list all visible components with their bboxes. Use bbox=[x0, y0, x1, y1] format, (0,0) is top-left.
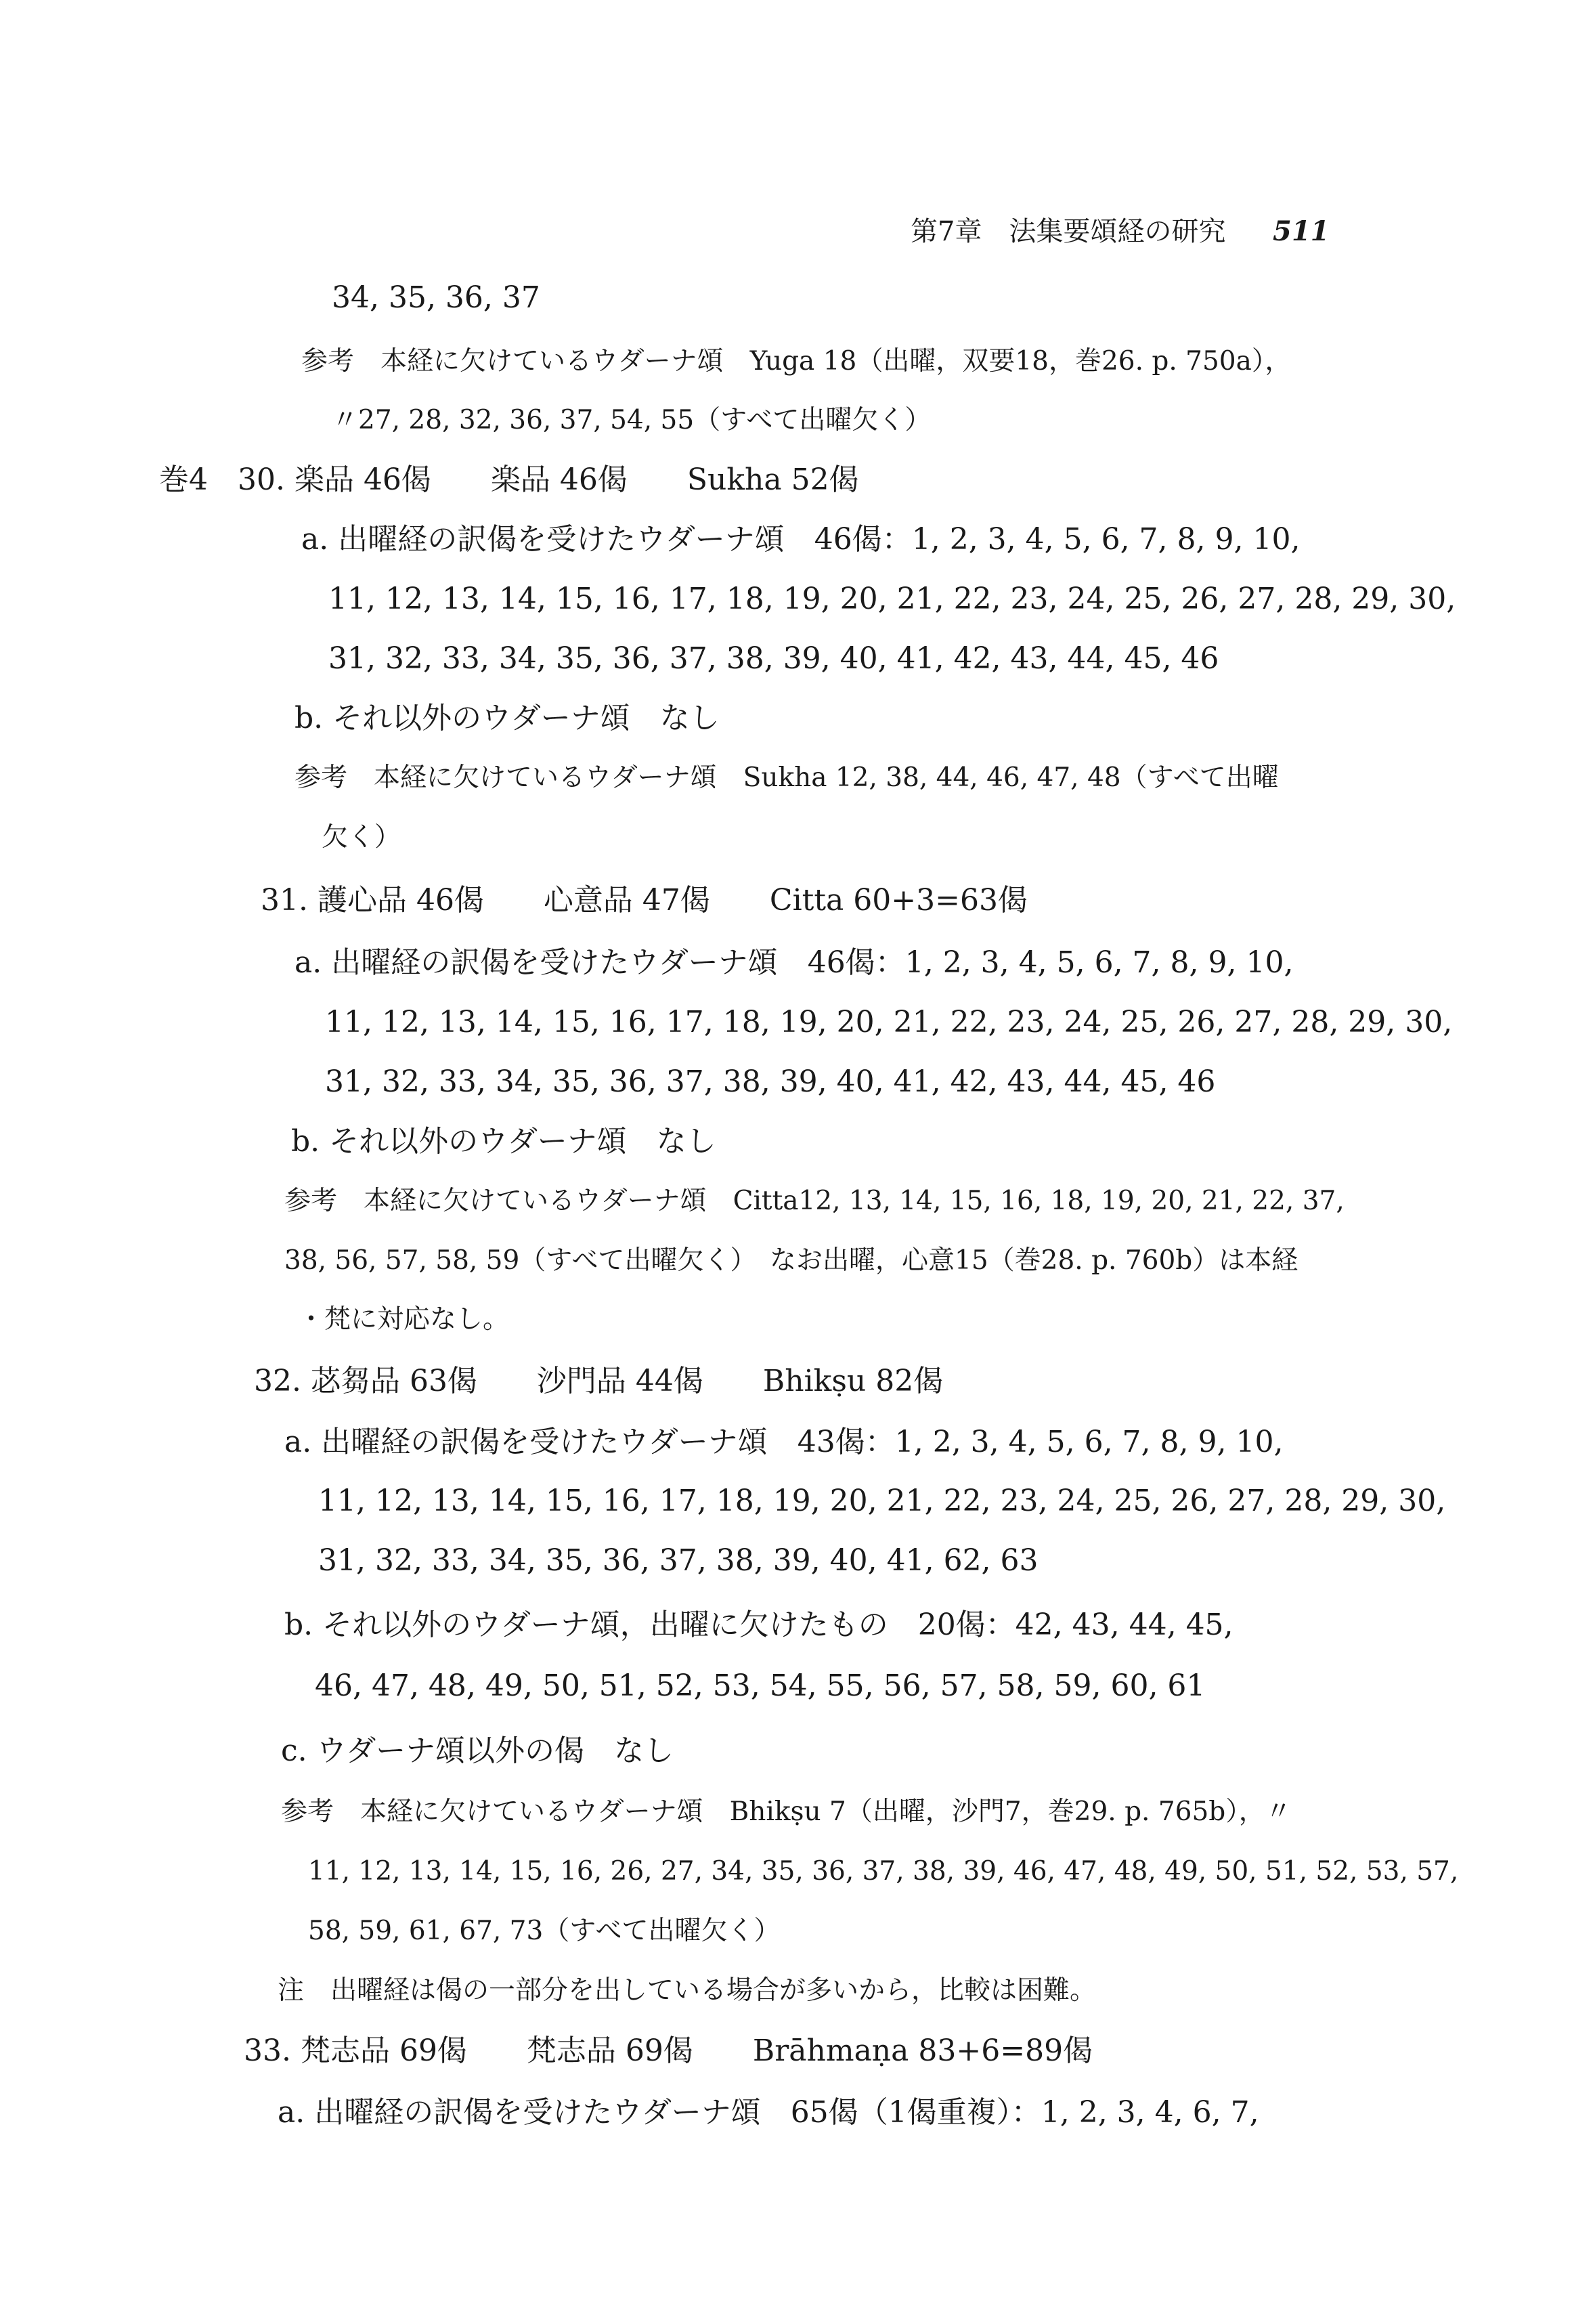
note-line: 参考 本経に欠けているウダーナ頌 Citta12, 13, 14, 15, 16, 18, 19, 20, 21, 22, 37, bbox=[284, 1186, 1345, 1216]
note-line: 11, 12, 13, 14, 15, 16, 26, 27, 34, 35, 36, 37, 38, 39, 46, 47, 48, 49, 50, 51, 52, 53, 57, bbox=[308, 1856, 1459, 1887]
text-line: a. 出曜経の訳偈を受けたウダーナ頌 46偈：1, 2, 3, 4, 5, 6, 7, 8, 9, 10, bbox=[301, 522, 1301, 557]
text-line: b. それ以外のウダーナ頌 なし bbox=[294, 701, 720, 735]
text-line: 34, 35, 36, 37 bbox=[332, 280, 540, 315]
note-line: 参考 本経に欠けているウダーナ頌 Yuga 18（出曜，双要18，巻26. p. 750a）， bbox=[301, 346, 1292, 376]
note-line: ・梵に対応なし。 bbox=[298, 1304, 510, 1335]
text-line: 31, 32, 33, 34, 35, 36, 37, 38, 39, 40, 41, 42, 43, 44, 45, 46 bbox=[328, 641, 1219, 676]
text-line: a. 出曜経の訳偈を受けたウダーナ頌 65偈（1偈重複）：1, 2, 3, 4, 6, 7, bbox=[278, 2095, 1259, 2130]
note-line: 58, 59, 61, 67, 73（すべて出曜欠く） bbox=[308, 1916, 781, 1946]
text-line: c. ウダーナ頌以外の偈 なし bbox=[281, 1734, 674, 1768]
text-line: b. それ以外のウダーナ頌，出曜に欠けたもの 20偈：42, 43, 44, 45, bbox=[284, 1608, 1233, 1642]
note-line: 〃27, 28, 32, 36, 37, 54, 55（すべて出曜欠く） bbox=[332, 405, 932, 435]
section-heading-30: 巻4 30. 楽品 46偈 楽品 46偈 Sukha 52偈 bbox=[159, 462, 859, 497]
section-heading-32: 32. 苾芻品 63偈 沙門品 44偈 Bhikṣu 82偈 bbox=[254, 1364, 944, 1398]
text-line: a. 出曜経の訳偈を受けたウダーナ頌 46偈：1, 2, 3, 4, 5, 6, 7, 8, 9, 10, bbox=[294, 945, 1294, 980]
text-line: 11, 12, 13, 14, 15, 16, 17, 18, 19, 20, 21, 22, 23, 24, 25, 26, 27, 28, 29, 30, bbox=[325, 1005, 1453, 1039]
note-line: 参考 本経に欠けているウダーナ頌 Sukha 12, 38, 44, 46, 47, 48（すべて出曜 bbox=[294, 762, 1279, 793]
section-heading-31: 31. 護心品 46偈 心意品 47偈 Citta 60+3=63偈 bbox=[261, 883, 1028, 918]
text-line: 31, 32, 33, 34, 35, 36, 37, 38, 39, 40, 41, 62, 63 bbox=[318, 1543, 1039, 1578]
text-line: a. 出曜経の訳偈を受けたウダーナ頌 43偈：1, 2, 3, 4, 5, 6, 7, 8, 9, 10, bbox=[284, 1425, 1284, 1459]
section-heading-33: 33. 梵志品 69偈 梵志品 69偈 Brāhmaṇa 83+6=89偈 bbox=[244, 2034, 1093, 2068]
footnote-line: 注 出曜経は偈の一部分を出している場合が多いから，比較は困難。 bbox=[278, 1975, 1097, 2006]
text-line: 31, 32, 33, 34, 35, 36, 37, 38, 39, 40, 41, 42, 43, 44, 45, 46 bbox=[325, 1064, 1216, 1099]
note-line: 欠く） bbox=[322, 822, 401, 853]
text-line: 11, 12, 13, 14, 15, 16, 17, 18, 19, 20, 21, 22, 23, 24, 25, 26, 27, 28, 29, 30, bbox=[318, 1484, 1446, 1518]
chapter-header: 第7章 法集要頌経の研究 bbox=[911, 216, 1226, 247]
note-line: 参考 本経に欠けているウダーナ頌 Bhikṣu 7（出曜，沙門7，巻29. p. 765b），〃 bbox=[281, 1796, 1292, 1827]
note-line: 38, 56, 57, 58, 59（すべて出曜欠く） なお出曜，心意15（巻28. p. 760b）は本経 bbox=[284, 1245, 1298, 1276]
text-line: 46, 47, 48, 49, 50, 51, 52, 53, 54, 55, 56, 57, 58, 59, 60, 61 bbox=[315, 1669, 1206, 1703]
page-number: 511 bbox=[1273, 215, 1330, 247]
text-line: 11, 12, 13, 14, 15, 16, 17, 18, 19, 20, 21, 22, 23, 24, 25, 26, 27, 28, 29, 30, bbox=[328, 582, 1456, 616]
text-line: b. それ以外のウダーナ頌 なし bbox=[291, 1124, 716, 1159]
